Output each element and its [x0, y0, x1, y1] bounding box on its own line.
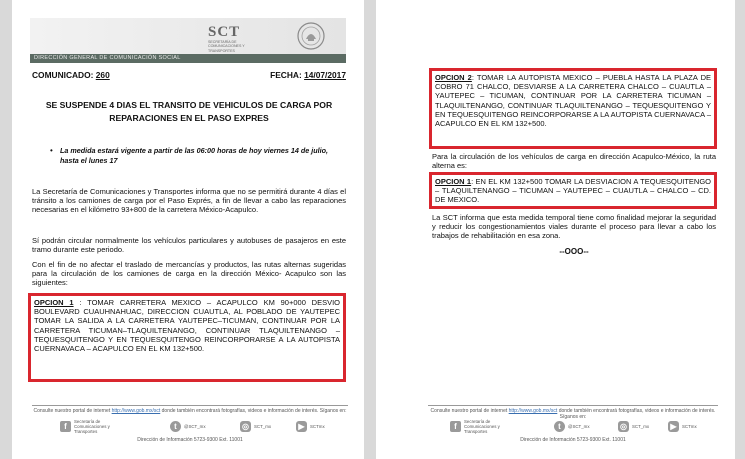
- youtube-label: SCTmx: [682, 423, 697, 429]
- youtube-icon: ▶: [296, 421, 307, 432]
- return-route-option-box: [429, 172, 717, 209]
- sct-logo: [208, 24, 270, 52]
- twitter-link[interactable]: [170, 419, 206, 433]
- portal-link[interactable]: http://www.gob.mx/sct: [111, 408, 161, 414]
- page-title: SE SUSPENDE 4 DIAS EL TRANSITO DE VEHICULOS DE CARGA POR REPARACIONES EN EL PASO EXPRES: [45, 100, 333, 123]
- instagram-label: SCT_mx: [254, 423, 272, 429]
- paragraph-alternate-routes: Con el fin de no afectar el traslado de mercancías y productos, las rutas alternas sugeridas para la circulación de los camiones de carga en la dirección México- Acapulco son las siguientes:: [32, 260, 346, 288]
- logo-subtitle: SECRETARÍA DE COMUNICACIONES Y TRANSPORTES: [208, 40, 245, 53]
- paragraph-return-direction: Para la circulación de los vehículos de carga en dirección Acapulco-México, la ruta alterna es:: [432, 152, 716, 171]
- return-route-option-text: : EN EL KM 132+500 TOMAR LA DESVIACION A TEQUESQUITENGO – TLAQUILTENANGO – TICUMAN – YAUTEPEC – CUAUTLA – CHALCO – CD. DE MEXICO.: [435, 177, 711, 205]
- facebook-label: Secretaría de Comunicaciones y Transportes: [74, 418, 110, 434]
- footer-portal-text-after: donde también encontrará fotografías, videos e información de interés. Síganos en:: [558, 408, 716, 420]
- government-seal-icon: [296, 21, 326, 51]
- footer-divider: [428, 405, 718, 406]
- instagram-icon: ◎: [618, 421, 629, 432]
- twitter-link[interactable]: [554, 419, 590, 433]
- footer-contact: Dirección de Información 5723-9300 Ext. 11001: [137, 437, 243, 443]
- youtube-link[interactable]: [668, 419, 697, 433]
- instagram-link[interactable]: [240, 419, 271, 433]
- facebook-label: Secretaría de Comunicaciones y Transportes: [464, 418, 500, 434]
- instagram-label: SCT_mx: [632, 423, 650, 429]
- portal-link[interactable]: http://www.gob.mx/sct: [508, 408, 558, 414]
- paragraph-intro: La Secretaría de Comunicaciones y Transportes informa que no se permitirá durante 4 días el tránsito a los camiones de carga por el Paso Exprés, a fin de llevar a cabo las reparaciones necesarias en el kilómetro 93+800 de la carretera México-Acapulco.: [32, 187, 346, 215]
- footer-portal-line: [32, 408, 348, 414]
- route-option-2-label: OPCION 2: [435, 73, 472, 82]
- youtube-link[interactable]: [296, 419, 325, 433]
- paragraph-purpose: La SCT informa que esta medida temporal tiene como finalidad mejorar la seguridad y reducir los congestionamientos viales durante el proceso para llevar a cabo los trabajos de rehabilitación en esa zona.: [432, 213, 716, 241]
- twitter-label: @SCT_mx: [184, 423, 206, 429]
- logo-name: SCT: [208, 24, 241, 40]
- youtube-label: SCTmx: [310, 423, 325, 429]
- document-page-1: [12, 0, 364, 459]
- facebook-link[interactable]: [450, 419, 512, 433]
- facebook-icon: f: [60, 421, 71, 432]
- paragraph-private-vehicles: Sí podrán circular normalmente los vehículos particulares y autobuses de pasajeros en este tramo durante este periodo.: [32, 236, 346, 255]
- social-links: [428, 419, 718, 437]
- page-header: [30, 18, 346, 66]
- footer-divider: [32, 405, 348, 406]
- communique-label: COMUNICADO:: [32, 70, 94, 80]
- facebook-icon: f: [450, 421, 461, 432]
- footer-portal-text: Consulte nuestro portal de internet: [430, 408, 508, 414]
- facebook-link[interactable]: [60, 419, 122, 433]
- bullet-note: La medida estará vigente a partir de las 06:00 horas de hoy viernes 14 de julio, hasta el lunes 17: [60, 146, 329, 165]
- bullet-icon: •: [50, 146, 53, 155]
- communique-line: [32, 70, 346, 80]
- date-field: [270, 70, 346, 80]
- footer-portal-text-after: donde también encontrará fotografías, videos e información de interés. Síganos en:: [161, 408, 347, 414]
- instagram-link[interactable]: [618, 419, 649, 433]
- date-label: FECHA:: [270, 70, 302, 80]
- route-option-2-text: : TOMAR LA AUTOPISTA MEXICO – PUEBLA HASTA LA PLAZA DE COBRO 71 CHALCO, DESVIARSE A LA CARRETERA CHALCO – CUAUTLA – YAUTEPEC – TICUMAN, CONTINUAR POR LA CARRETERA TICUMAN – TLAQUILTENANGO, CONTINUAR TLAQUILTENANGO – TEQUESQUITENGO Y EN TEQUESQUITENGO REINCORPORARSE A LA AUTOPISTA CUERNAVACA – ACAPULCO EN EL KM 132+500.: [435, 73, 711, 129]
- route-option-1-box: [28, 293, 346, 382]
- route-option-2-box: [429, 68, 717, 149]
- twitter-icon: t: [554, 421, 565, 432]
- instagram-icon: ◎: [240, 421, 251, 432]
- communique-number: 260: [95, 70, 110, 80]
- footer-portal-text: Consulte nuestro portal de internet: [33, 408, 111, 414]
- route-option-1-text: : TOMAR CARRETERA MEXICO – ACAPULCO KM 90+000 DESVIO BOULEVARD CUAUHNAHUAC, DIRECCION CUAUTLA, AL POBLADO DE YAUTEPEC TOMAR LA SALIDA A LA CARRETERA YAUTEPEC–TICUMAN, CONTINUAR POR LA CARRETERA TICUMAN–TLAQUILTENANGO, CONTINUAR TLAQUILTENANGO – TEQUESQUITENGO Y EN TEQUESQUITENGO REINCORPORARSE A LA AUTOPISTA CUERNAVACA – ACAPULCO EN EL KM 132+500.: [34, 298, 341, 354]
- date-value: 14/07/2017: [304, 70, 346, 80]
- route-option-1-label: OPCION 1: [34, 298, 74, 307]
- end-mark: --OOO--: [559, 247, 589, 256]
- twitter-label: @SCT_mx: [568, 423, 590, 429]
- return-route-option-label: OPCION 1: [435, 177, 472, 186]
- header-band: DIRECCIÓN GENERAL DE COMUNICACIÓN SOCIAL: [30, 54, 346, 63]
- footer-contact: Dirección de Información 5723-9300 Ext. 11001: [520, 437, 626, 443]
- youtube-icon: ▶: [668, 421, 679, 432]
- social-links: [32, 419, 348, 437]
- document-page-2: [376, 0, 735, 459]
- twitter-icon: t: [170, 421, 181, 432]
